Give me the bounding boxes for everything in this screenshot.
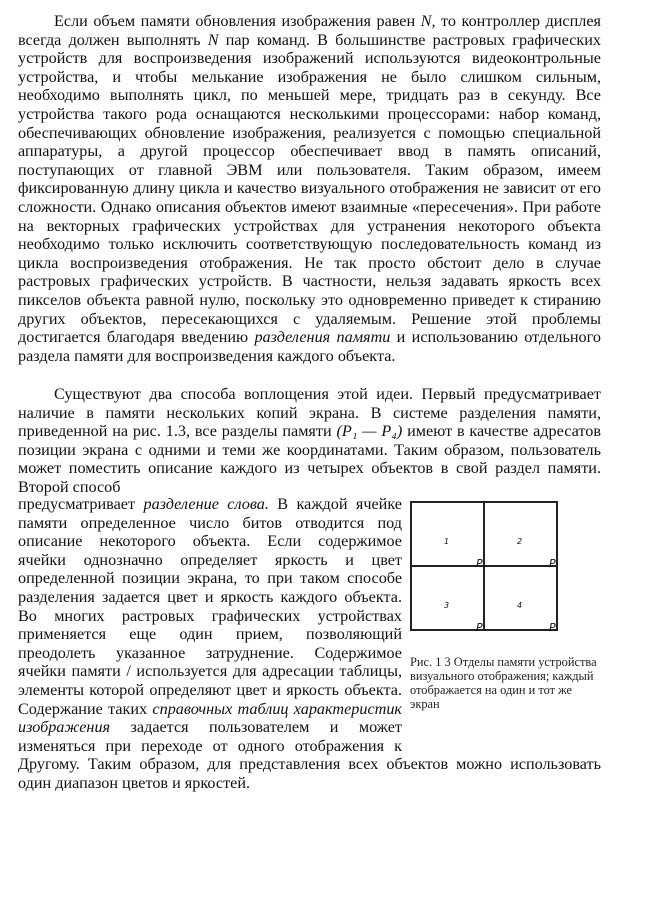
partition-cell-p2 [484, 502, 557, 570]
term-lookup-tables: справочных таблиц характеристик изображения [18, 699, 402, 737]
cell-letter: P [476, 621, 483, 634]
text-run: предусматривает [18, 495, 144, 513]
term-word-partition: разделение слова. [143, 495, 269, 513]
text-run: пар команд. В большинстве растровых графических устройств для воспроизведения изображений используются видеоконтрольные устройства, и чтобы мелькание изображения не было слишком сильным, необходимо выполнять цикл, по меньшей мере, тридцать раз в секунду. Все устройства такого рода оснащаются несколькими процессорами: набор команд, обеспечивающих обновление изображения, реализуется с помощью специальной аппаратуры, а другой процессор обеспечивает ввод в память описаний, поступающих от главной ЭВМ или пользователя. Таким образом, имеем фиксированную длину цикла и качество визуального отображения не зависит от его сложности. Однако описания объектов имеют взаимные «пересечения». При работе на векторных графических устройствах для устранения некоторого объекта необходимо только исключить соответствующую последовательность команд из цикла воспроизведения отображения. Не так просто обстоит дело в случае растровых графических устройств. В частности, нельзя задавать яркость всех пикселов объекта равной нулю, поскольку это одновременно приведет к стиранию других объектов, пересекающихся с удаляемым. Решение этой проблемы достигается благодаря введению [18, 30, 602, 347]
cell-letter: P [549, 557, 556, 570]
memory-partition-grid [410, 501, 558, 634]
text-run: и использованию отдельного раздела памяти для воспроизведения каждого объекта. [18, 328, 601, 365]
partition-cell-p4 [484, 566, 557, 634]
text-run: то контроллер дисплея всегда должен выполнять [18, 12, 601, 49]
text-run: В каждой ячейке памяти определенное число битов отводится под описание некоторого объекта. Если содержимое ячейки однозначно определяет яркость и цвет определенной позиции экрана, то при таком способе разделения задается цвет и яркость каждого объекта. Во многих растровых графических устройствах применяется еще один прием, позволяющий преодолеть указанное затруднение. Содержимое ячейки памяти / используется для адресации таблицы, элементы которой определяют цвет и яркость объекта. Содержание таких [18, 495, 402, 718]
cell-index: 4 [517, 601, 523, 611]
paragraph-2-text [18, 385, 601, 497]
text-run: Если объем памяти обновления изображения равен [54, 12, 421, 30]
text-run: задается пользователем и может изменяться при переходе от одного отображения к Другому. Таким образом, для представления всех объектов можно использовать один диапазон цветов и яркостей. [18, 718, 601, 792]
figure-caption: Рис. 1 3 Отделы памяти устройства визуального отображения; каждый отображается на один и тот же экран [410, 655, 597, 711]
paragraph-2 [18, 385, 601, 497]
term-memory-partition: разделения памяти [254, 328, 391, 347]
paragraph-1 [18, 12, 601, 365]
paragraph-1-text [18, 12, 601, 365]
text-run: имеют в качестве адресатов позиции экрана с одними и теми же координатами. Таким образом, пользователь может поместить описание каждого из четырех объектов в свой раздел памяти. Второй способ [18, 422, 601, 496]
cell-letter: P [476, 557, 483, 570]
figure-1-3 [406, 495, 601, 743]
partition-range: (P₁ — P₄) [336, 422, 403, 441]
variable-n: N, [420, 12, 436, 30]
text-run: Существуют два способа воплощения этой идеи. Первый предусматривает наличие в памяти нескольких копий экрана. В системе разделения памяти, приведенной на рис. 1.3, все разделы памяти [18, 385, 601, 441]
partition-cell-p1 [411, 502, 484, 570]
cell-index: 3 [444, 601, 450, 611]
cell-letter: P [549, 621, 556, 634]
variable-n: N [207, 30, 219, 49]
paragraph-3-with-figure [18, 495, 601, 793]
cell-index: 1 [444, 537, 450, 547]
partition-cell-p3 [411, 566, 484, 634]
cell-index: 2 [517, 537, 523, 547]
